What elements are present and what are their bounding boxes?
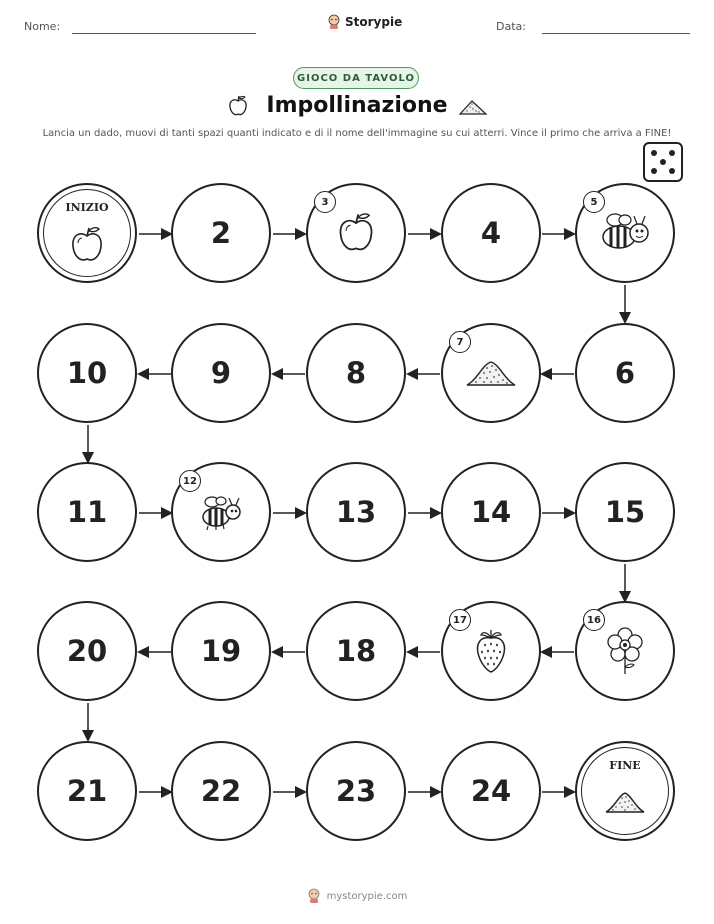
space-number-badge: 7 [449, 331, 471, 353]
space-number: 13 [335, 495, 377, 529]
board-space-22 [171, 741, 271, 841]
space-number: 10 [66, 356, 108, 390]
date-label: Data: [496, 20, 526, 33]
space-number-badge: 17 [449, 609, 471, 631]
space-number: 6 [614, 356, 636, 390]
board-space-20 [37, 601, 137, 701]
footer-url[interactable]: mystorypie.com [326, 890, 408, 902]
page-title: Impollinazione [266, 93, 448, 118]
board-space-9 [171, 323, 271, 423]
space-number: 15 [604, 495, 646, 529]
space-number: 19 [200, 634, 242, 668]
board-space-18 [306, 601, 406, 701]
board-space-10 [37, 323, 137, 423]
board-space-21 [37, 741, 137, 841]
pollen-icon [465, 358, 517, 388]
space-number-badge: 12 [179, 470, 201, 492]
space-number: 21 [66, 774, 108, 808]
board-space-15 [575, 462, 675, 562]
space-number: 11 [66, 495, 108, 529]
board-space-23 [306, 741, 406, 841]
space-number: 9 [210, 356, 232, 390]
bee-icon [597, 211, 653, 255]
space-number: 20 [66, 634, 108, 668]
space-number: 22 [200, 774, 242, 808]
space-number: 24 [470, 774, 512, 808]
game-type-badge: GIOCO DA TAVOLO [293, 67, 419, 89]
board-space-24 [441, 741, 541, 841]
board-space-6 [575, 323, 675, 423]
space-number-badge: 16 [583, 609, 605, 631]
space-number: 2 [210, 216, 232, 250]
space-number: 23 [335, 774, 377, 808]
brand-name: Storypie [345, 15, 403, 29]
space-number: 4 [480, 216, 502, 250]
finish-label: FINE [609, 759, 641, 772]
flower-icon [607, 627, 643, 675]
space-number: 8 [345, 356, 367, 390]
board-space-19 [171, 601, 271, 701]
apple-icon [69, 225, 105, 265]
instructions-text: Lancia un dado, muovi di tanti spazi quanti indicato e di il nome dell'immagine su cui atterri. Vince il primo che arriva a FINE! [42, 128, 672, 139]
board-space-11 [37, 462, 137, 562]
start-space [37, 183, 137, 283]
board-space-4 [441, 183, 541, 283]
footer [0, 888, 714, 904]
board-space-2 [171, 183, 271, 283]
space-number-badge: 5 [583, 191, 605, 213]
board-space-13 [306, 462, 406, 562]
bee-icon [198, 492, 244, 532]
apple-icon [336, 211, 376, 255]
name-label: Nome: [24, 20, 61, 33]
strawberry-icon [473, 627, 509, 675]
space-number-badge: 3 [314, 191, 336, 213]
finish-space [575, 741, 675, 841]
pollen-icon [604, 789, 646, 815]
storypie-mascot-icon [307, 888, 321, 904]
board-space-8 [306, 323, 406, 423]
space-number: 18 [335, 634, 377, 668]
start-label: INIZIO [65, 201, 109, 214]
board-space-14 [441, 462, 541, 562]
space-number: 14 [470, 495, 512, 529]
